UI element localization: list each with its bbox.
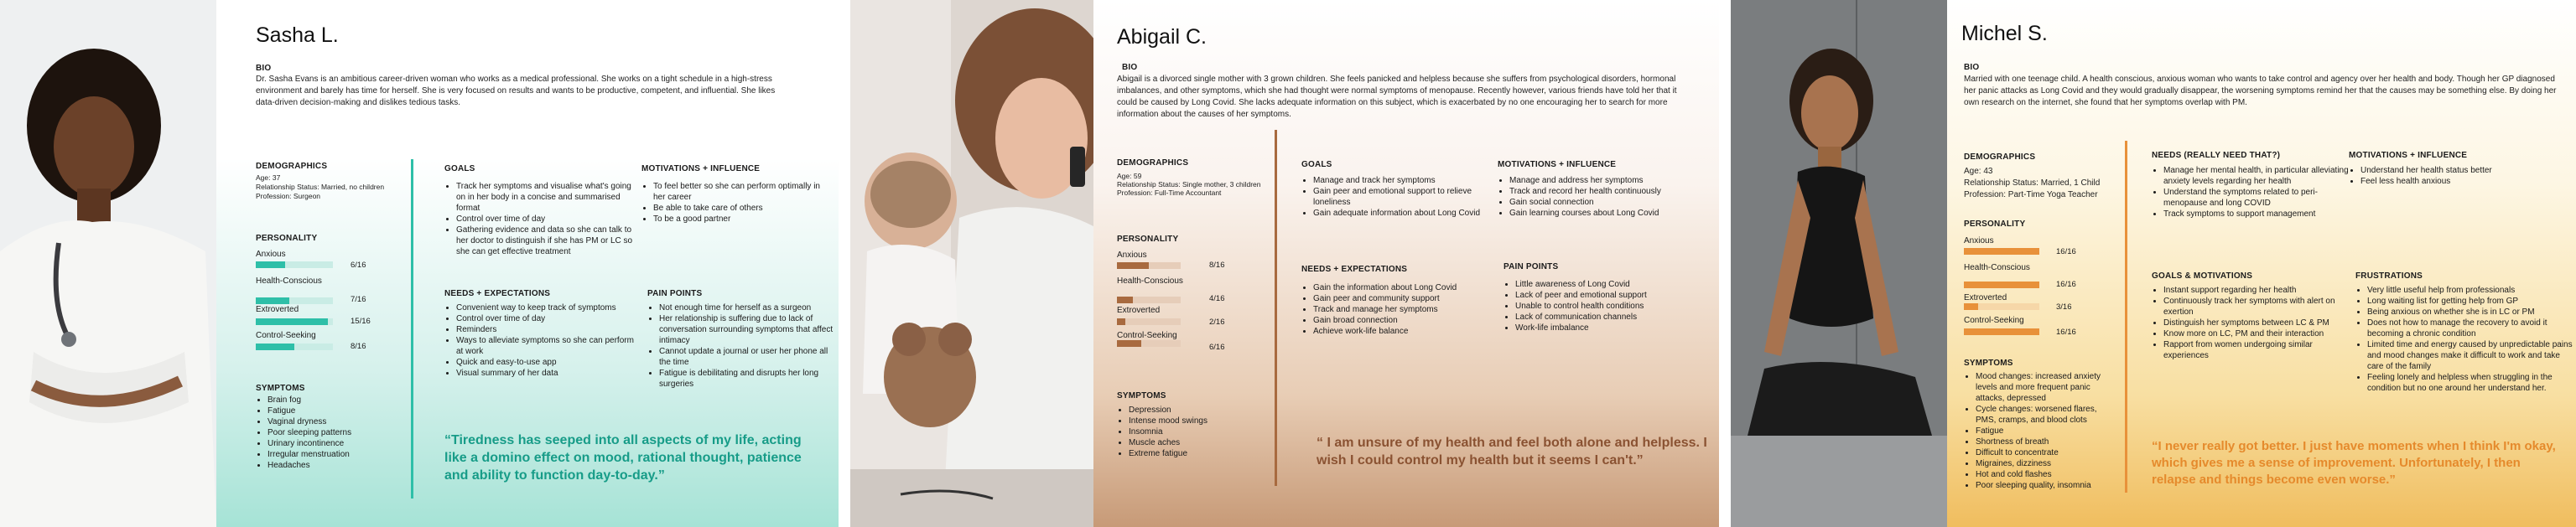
- needs-title: NEEDS + EXPECTATIONS: [444, 289, 551, 298]
- symptoms-title: SYMPTOMS: [1964, 359, 2013, 368]
- list-item: • Vaginal dryness: [267, 416, 402, 427]
- trait-value: 6/16: [1209, 343, 1225, 352]
- list-item: • Gain broad connection: [1313, 315, 1506, 326]
- persona-name: Michel S.: [1961, 22, 2048, 45]
- list-item: • Mood changes: increased anxiety levels and more frequent panic attacks, depressed: [1976, 371, 2118, 404]
- demographics-title: DEMOGRAPHICS: [256, 162, 328, 171]
- list-item: • Gain learning courses about Long Covid: [1509, 208, 1711, 219]
- trait-value: 8/16: [1209, 261, 1225, 270]
- demographics-age: Age: 43: [1964, 167, 1993, 176]
- list-item: • Rapport from women undergoing similar experiences: [2163, 339, 2352, 361]
- trait-bar-fill: [1964, 303, 1978, 310]
- symptoms-title: SYMPTOMS: [1117, 391, 1166, 400]
- needs-list: [2152, 285, 2352, 361]
- list-item: • Unable to control health conditions: [1515, 301, 1708, 312]
- list-item: • Reminders: [456, 324, 641, 335]
- list-item: • Muscle aches: [1129, 437, 1263, 448]
- personality-title: PERSONALITY: [256, 234, 318, 243]
- list-item: • Irregular menstruation: [267, 449, 402, 460]
- list-item: • Not enough time for herself as a surgeon: [659, 302, 835, 313]
- list-item: • Know more on LC, PM and their interaction: [2163, 328, 2352, 339]
- bio-title: BIO: [1964, 63, 1980, 72]
- list-item: • Lack of communication channels: [1515, 312, 1708, 323]
- trait-label: Control-Seeking: [1964, 316, 2024, 325]
- list-item: • Control over time of day: [456, 313, 641, 324]
- demographics-title: DEMOGRAPHICS: [1117, 158, 1189, 168]
- trait-bar-fill: [256, 297, 289, 304]
- trait-label: Control-Seeking: [1117, 331, 1177, 340]
- pain-points-title: FRUSTRATIONS: [2355, 271, 2423, 281]
- trait-bar: [256, 344, 333, 350]
- trait-bar-fill: [1117, 340, 1141, 347]
- list-item: • Convenient way to keep track of symptoms: [456, 302, 641, 313]
- list-item: • Fatigue: [1976, 426, 2118, 437]
- symptoms-list: [256, 395, 402, 471]
- list-item: • Urinary incontinence: [267, 438, 402, 449]
- list-item: • Track and record her health continuously: [1509, 186, 1711, 197]
- needs-list: [1301, 282, 1506, 337]
- trait-value: 2/16: [1209, 318, 1225, 327]
- trait-label: Anxious: [256, 250, 286, 259]
- list-item: • Limited time and energy caused by unpredictable pains and mood changes make it difficult to work and take care of the family: [2367, 339, 2576, 372]
- goals-list: [444, 181, 641, 257]
- trait-bar: [256, 297, 333, 304]
- list-item: • Fatigue is debilitating and disrupts her long surgeries: [659, 368, 835, 390]
- demographics-profession: Profession: Surgeon: [256, 192, 321, 200]
- demographics-age: Age: 37: [256, 173, 281, 182]
- pain-points-list: [2355, 285, 2576, 394]
- list-item: • Hot and cold flashes: [1976, 469, 2118, 480]
- persona-card-sasha: [0, 0, 839, 527]
- trait-bar: [1964, 248, 2039, 255]
- motivations-title: MOTIVATIONS + INFLUENCE: [641, 164, 761, 173]
- trait-value: 3/16: [2056, 302, 2072, 312]
- trait-bar: [1117, 340, 1181, 347]
- trait-bar: [256, 318, 333, 325]
- personality-title: PERSONALITY: [1117, 235, 1179, 244]
- list-item: • Lack of peer and emotional support: [1515, 290, 1708, 301]
- demographics-profession: Profession: Full-Time Accountant: [1117, 189, 1222, 197]
- bio-text: Married with one teenage child. A health conscious, anxious woman who wants to take control and agency over her health and body. Though her GP diagnosed her panic attacks as Long Covid and they would gradually disappear, the worsening symptoms remind her that the causes may be something else. By doing her own research on the internet, she found that her symptoms overlap with PM.: [1964, 75, 2557, 107]
- trait-label: Health-Conscious: [256, 276, 322, 286]
- list-item: • Headaches: [267, 460, 402, 471]
- bio-text: Dr. Sasha Evans is an ambitious career-driven woman who works as a medical professional. She works on a tight schedule in a high-stress environment and barely has time for herself. She is very focused on results and wants to be productive, competent, and influential. She likes data-driven decision-making and dislikes tedious tasks.: [256, 75, 776, 107]
- list-item: • Shortness of breath: [1976, 437, 2118, 447]
- list-item: • Gain the information about Long Covid: [1313, 282, 1506, 293]
- symptoms-title: SYMPTOMS: [256, 384, 305, 393]
- trait-bar-fill: [1117, 297, 1133, 303]
- list-item: • Understand her health status better: [2360, 165, 2570, 176]
- list-item: • Very little useful help from professionals: [2367, 285, 2576, 296]
- list-item: • Instant support regarding her health: [2163, 285, 2352, 296]
- bio-text: Abigail is a divorced single mother with 3 grown children. She feels panicked and helpless because she suffers from psychological disorders, hormonal imbalances, and other symptoms, which she had thought were normal symptoms of menopause. Recently however, various friends have told her that it could be caused by Long Covid. She lacks adequate information on this subject, which is exacerbated by no one encouraging her to search for more information about the causes of her symptoms.: [1117, 75, 1677, 119]
- symptoms-list: [1964, 371, 2118, 491]
- trait-value: 6/16: [351, 261, 366, 270]
- list-item: • To be a good partner: [653, 214, 821, 225]
- trait-label: Anxious: [1117, 251, 1147, 260]
- persona-card-abigail: [850, 0, 1719, 527]
- list-item: • Fatigue: [267, 406, 402, 416]
- list-item: • Track and manage her symptoms: [1313, 304, 1506, 315]
- persona-name: Sasha L.: [256, 23, 339, 47]
- trait-value: 16/16: [2056, 280, 2076, 289]
- pain-points-title: PAIN POINTS: [647, 289, 703, 298]
- trait-value: 16/16: [2056, 328, 2076, 337]
- bio-title: BIO: [256, 64, 272, 73]
- trait-bar-fill: [1964, 328, 2039, 335]
- list-item: • Understand the symptoms related to peri-menopause and long COVID: [2163, 187, 2352, 209]
- list-item: • Poor sleeping patterns: [267, 427, 402, 438]
- list-item: • Distinguish her symptoms between LC & PM: [2163, 318, 2352, 328]
- list-item: • Gain social connection: [1509, 197, 1711, 208]
- trait-bar: [1964, 328, 2039, 335]
- persona-quote: “Tiredness has seeped into all aspects of my life, acting like a domino effect on mood, rational thought, patience and ability to function day-to-day.”: [444, 433, 802, 483]
- persona-card-michel: [1731, 0, 2576, 527]
- list-item: • Migraines, dizziness: [1976, 458, 2118, 469]
- trait-bar: [256, 261, 333, 268]
- needs-list: [444, 302, 641, 379]
- list-item: • Feel less health anxious: [2360, 176, 2570, 187]
- trait-bar: [1964, 282, 2039, 288]
- divider: [2125, 141, 2127, 493]
- list-item: • Cycle changes: worsened flares, PMS, cramps, and blood clots: [1976, 404, 2118, 426]
- list-item: • Gain peer and community support: [1313, 293, 1506, 304]
- motivations-title: MOTIVATIONS + INFLUENCE: [1498, 160, 1617, 169]
- list-item: • Achieve work-life balance: [1313, 326, 1506, 337]
- demographics-title: DEMOGRAPHICS: [1964, 152, 2036, 162]
- list-item: • Manage and address her symptoms: [1509, 175, 1711, 186]
- trait-bar: [1964, 303, 2039, 310]
- persona-quote: “I never really got better. I just have moments when I think I'm okay, which gives me a sense of improvement. Unfortunately, I then relapse and things become even worse.”: [2152, 439, 2556, 487]
- list-item: • Track her symptoms and visualise what's going on in her body in a concise and summarised format: [456, 181, 641, 214]
- trait-bar-fill: [256, 318, 328, 325]
- motivations-list: [1498, 175, 1711, 219]
- list-item: • Manage her mental health, in particular alleviating anxiety levels regarding her health: [2163, 165, 2352, 187]
- needs-title: NEEDS + EXPECTATIONS: [1301, 265, 1408, 274]
- persona-photo-sasha: [0, 0, 216, 527]
- goals-title: NEEDS (REALLY NEED THAT?): [2152, 151, 2281, 160]
- list-item: • Manage and track her symptoms: [1313, 175, 1506, 186]
- pain-points-list: [1504, 279, 1708, 333]
- motivations-list: [641, 181, 821, 225]
- list-item: • Ways to alleviate symptoms so she can perform at work: [456, 335, 641, 357]
- demographics-profession: Profession: Part-Time Yoga Teacher: [1964, 190, 2098, 199]
- list-item: • Control over time of day: [456, 214, 641, 225]
- goals-title: GOALS: [444, 164, 475, 173]
- trait-value: 16/16: [2056, 247, 2076, 256]
- trait-label: Extroverted: [1964, 293, 2007, 302]
- pain-points-list: [647, 302, 835, 390]
- list-item: • Long waiting list for getting help from GP: [2367, 296, 2576, 307]
- trait-label: Control-Seeking: [256, 331, 316, 340]
- list-item: • Depression: [1129, 405, 1263, 416]
- demographics-relationship: Relationship Status: Married, 1 Child: [1964, 178, 2101, 188]
- list-item: • Little awareness of Long Covid: [1515, 279, 1708, 290]
- demographics-relationship: Relationship Status: Married, no children: [256, 183, 385, 191]
- list-item: • Extreme fatigue: [1129, 448, 1263, 459]
- list-item: • Insomnia: [1129, 426, 1263, 437]
- list-item: • Brain fog: [267, 395, 402, 406]
- goals-title: GOALS: [1301, 160, 1332, 169]
- trait-value: 8/16: [351, 342, 366, 351]
- needs-title: GOALS & MOTIVATIONS: [2152, 271, 2253, 281]
- trait-bar-fill: [1117, 318, 1125, 325]
- persona-name: Abigail C.: [1117, 25, 1207, 49]
- list-item: • Work-life imbalance: [1515, 323, 1708, 333]
- demographics-age: Age: 59: [1117, 172, 1142, 180]
- list-item: • Feeling lonely and helpless when struggling in the condition but no one around her understand her.: [2367, 372, 2576, 394]
- divider: [1275, 130, 1277, 486]
- trait-bar: [1117, 318, 1181, 325]
- goals-list: [1301, 175, 1506, 219]
- trait-bar: [1117, 262, 1181, 269]
- list-item: • Poor sleeping quality, insomnia: [1976, 480, 2118, 491]
- persona-photo-michel: [1731, 0, 1947, 527]
- list-item: • Cannot update a journal or user her phone all the time: [659, 346, 835, 368]
- list-item: • Does not how to manage the recovery to avoid it becoming a chronic condition: [2367, 318, 2576, 339]
- bio-title: BIO: [1122, 63, 1138, 72]
- list-item: • Continuously track her symptoms with alert on exertion: [2163, 296, 2352, 318]
- trait-value: 15/16: [351, 317, 371, 326]
- trait-label: Health-Conscious: [1117, 276, 1183, 286]
- list-item: • Quick and easy-to-use app: [456, 357, 641, 368]
- list-item: • Difficult to concentrate: [1976, 447, 2118, 458]
- demographics-relationship: Relationship Status: Single mother, 3 children: [1117, 180, 1261, 189]
- motivations-list: [2349, 165, 2570, 187]
- trait-label: Anxious: [1964, 236, 1994, 245]
- trait-label: Extroverted: [256, 305, 299, 314]
- personality-title: PERSONALITY: [1964, 220, 2026, 229]
- list-item: • Being anxious on whether she is in LC or PM: [2367, 307, 2576, 318]
- goals-list: [2152, 165, 2352, 220]
- trait-label: Extroverted: [1117, 306, 1161, 315]
- persona-photo-abigail: [850, 0, 1093, 527]
- trait-bar: [1117, 297, 1181, 303]
- trait-bar-fill: [1964, 282, 2039, 288]
- persona-quote: “ I am unsure of my health and feel both alone and helpless. I wish I could control my health but it seems I can't.”: [1317, 436, 1707, 468]
- list-item: • Her relationship is suffering due to lack of conversation surrounding symptoms that affect intimacy: [659, 313, 835, 346]
- trait-bar-fill: [1964, 248, 2039, 255]
- pain-points-title: PAIN POINTS: [1504, 262, 1559, 271]
- trait-value: 4/16: [1209, 294, 1225, 303]
- list-item: • Gain peer and emotional support to relieve loneliness: [1313, 186, 1506, 208]
- trait-bar-fill: [256, 261, 285, 268]
- list-item: • Be able to take care of others: [653, 203, 821, 214]
- list-item: • Intense mood swings: [1129, 416, 1263, 426]
- list-item: • Track symptoms to support management: [2163, 209, 2352, 220]
- divider: [411, 159, 413, 499]
- motivations-title: MOTIVATIONS + INFLUENCE: [2349, 151, 2468, 160]
- trait-bar-fill: [256, 344, 294, 350]
- trait-label: Health-Conscious: [1964, 263, 2030, 272]
- symptoms-list: [1117, 405, 1263, 459]
- list-item: • To feel better so she can perform optimally in her career: [653, 181, 821, 203]
- list-item: • Gathering evidence and data so she can talk to her doctor to distinguish if she has PM or LC so she can get effective treatment: [456, 225, 641, 257]
- list-item: • Visual summary of her data: [456, 368, 641, 379]
- trait-value: 7/16: [351, 295, 366, 304]
- list-item: • Gain adequate information about Long Covid: [1313, 208, 1506, 219]
- trait-bar-fill: [1117, 262, 1149, 269]
